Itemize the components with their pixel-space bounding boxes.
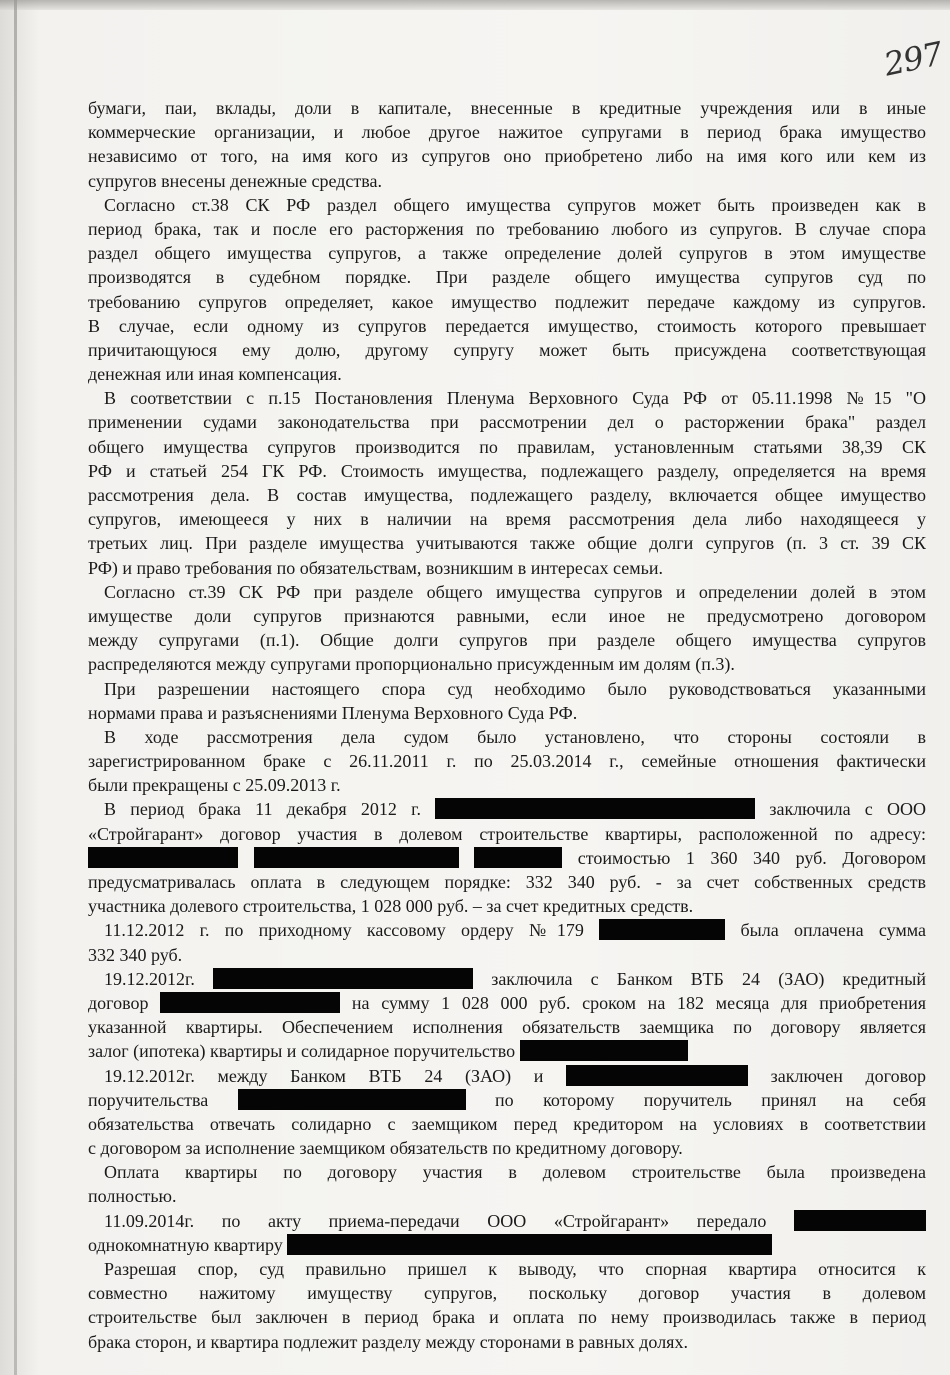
text-line: третьих лиц. При разделе имущества учитываются также общие долги супругов (п. 3 ст. 39 СК <box>88 533 926 554</box>
text-line: с договором за исполнение заемщиком обязательств по кредитному договору. <box>88 1138 683 1159</box>
text-line: участника долевого строительства, 1 028 000 руб. – за счет кредитных средств. <box>88 896 694 917</box>
text-line: 19.12.2012г. заключила с Банком ВТБ 24 (ЗАО) кредитный <box>104 968 926 989</box>
text-line: обязательства отвечать солидарно с заемщиком перед кредитором на условиях в соответствии <box>88 1113 926 1134</box>
text-line: Разрешая спор, суд правильно пришел к выводу, что спорная квартира относится к <box>104 1259 926 1279</box>
text-line: однокомнатную квартиру <box>88 1233 926 1257</box>
paragraph-contract <box>88 797 926 918</box>
text-line: брака сторон, и квартира подлежит разделу между сторонами в равных долях. <box>88 1331 688 1352</box>
text-line: независимо от того, на имя кого из супругов оно приобретено либо на имя кого или кем из <box>88 146 926 167</box>
text-line: общего имущества супругов производится по правилам, установленным статьями 38,39 СК <box>88 436 926 457</box>
paragraph <box>88 580 926 677</box>
paragraph-guarantee <box>88 1064 926 1161</box>
text-line: В случае, если одному из супругов передается имущество, стоимость которого превышает <box>88 315 926 336</box>
text-line: При разрешении настоящего спора суд необходимо было руководствоваться указанными <box>104 678 926 699</box>
text-line: 11.12.2012 г. по приходному кассовому ордеру №179 была оплачена сумма <box>104 920 926 941</box>
text-line: полностью. <box>88 1186 177 1207</box>
text-line: 11.09.2014г. по акту приема-передачи ООО «Стройгарант» передало <box>88 1209 926 1233</box>
text-line: причитающуюся ему долю, другому супругу может быть присуждена соответствующая <box>88 339 926 360</box>
page-number: 297 <box>880 34 946 84</box>
text-line: Согласно ст.38 СК РФ раздел общего имущества супругов может быть произведен как в <box>104 194 926 215</box>
text-line: указанной квартиры. Обеспечением исполнения обязательств заемщика по договору является <box>88 1017 926 1038</box>
text-line: производятся в судебном порядке. При разделе общего имущества супругов суд по <box>88 267 926 288</box>
text-line: супругов, имеющееся у них в наличии на время рассмотрения дела либо находящееся у <box>88 509 926 530</box>
text-line: денежная или иная компенсация. <box>88 364 342 385</box>
redaction-bar <box>88 847 238 868</box>
text-line: коммерческие организации, и любое другое нажитое супругами в период брака имущество <box>88 122 926 143</box>
text-line: распределяются между супругами пропорционально присужденным им долям (п.3). <box>88 654 735 675</box>
paragraph <box>88 725 926 798</box>
text-line: Согласно ст.39 СК РФ при разделе общего имущества супругов и определении долей в этом <box>104 581 926 602</box>
redaction-bar <box>160 992 340 1013</box>
text-line: нормами права и разъяснениями Пленума Верховного Суда РФ. <box>88 702 578 723</box>
text-line: В соответствии с п.15 Постановления Пленума Верховного Суда РФ от 05.11.1998 №15 "О <box>104 388 926 409</box>
paragraph-credit <box>88 967 926 1064</box>
text-line: строительстве был заключен в период брака и оплата по нему производилась также в период <box>88 1307 926 1328</box>
text-line: «Стройгарант» договор участия в долевом строительстве квартиры, расположенной по адресу: <box>88 823 926 844</box>
text-line: раздел общего имущества супругов, а также определение долей супругов в этом имуществе <box>88 243 926 264</box>
text-line: РФ и статьей 254 ГК РФ. Стоимость имущества, подлежащего разделу, определяется на время <box>88 460 926 481</box>
text-line: между супругами (п.1). Общие долги супругов при разделе общего имущества супругов <box>88 630 926 651</box>
redaction-bar <box>287 1234 772 1255</box>
text-line: стоимостью 1 360 340 руб. Договором <box>88 846 926 870</box>
text-line: В период брака 11 декабря 2012 г. заключила с ООО <box>104 799 926 820</box>
paragraph <box>88 677 926 725</box>
redaction-bar <box>238 1089 466 1110</box>
text-line: 332 340 руб. <box>88 944 183 965</box>
redaction-bar <box>213 968 473 989</box>
text-line: РФ) и право требования по обязательствам, возникшим в интересах семьи. <box>88 557 663 578</box>
text-line: залог (ипотека) квартиры и солидарное поручительство <box>88 1039 926 1063</box>
paragraph-payment <box>88 918 926 966</box>
text-line: требованию супругов определяет, какое имущество подлежит передаче каждому из супругов. <box>88 291 926 312</box>
text-line: супругов внесены денежные средства. <box>88 170 383 191</box>
text-line: 19.12.2012г. между Банком ВТБ 24 (ЗАО) и заключен договор <box>104 1065 926 1086</box>
binding-fold <box>14 0 17 1375</box>
text-line: Оплата квартиры по договору участия в долевом строительстве была произведена <box>104 1162 926 1183</box>
paragraph-transfer <box>88 1209 926 1257</box>
redaction-bar <box>599 919 725 940</box>
text-line: договор на сумму 1 028 000 руб. сроком на 182 месяца для приобретения <box>88 992 926 1013</box>
text-line: применении судами законодательства при рассмотрении дел о расторжении брака" раздел <box>88 412 926 433</box>
text-line: бумаги, паи, вклады, доли в капитале, внесенные в кредитные учреждения или в иные <box>88 98 926 118</box>
redaction-bar <box>254 847 459 868</box>
text-line: рассмотрения дела. В состав имущества, подлежащего разделу, включается общее имущество <box>88 485 926 505</box>
text-line: поручительства по которому поручитель принял на себя <box>88 1089 926 1110</box>
paragraph-group <box>88 96 926 797</box>
paragraph <box>88 96 926 193</box>
text-line: совместно нажитому имуществу супругов, поскольку договор участия в долевом <box>88 1283 926 1304</box>
redaction-bar <box>435 798 755 819</box>
document-body <box>88 96 926 1354</box>
redaction-bar <box>520 1040 688 1061</box>
text-line: предусматривалась оплата в следующем порядке: 332 340 руб. - за счет собственных средств <box>88 872 926 892</box>
paragraph-conclusion <box>88 1257 926 1354</box>
text-line: зарегистрированном браке с 26.11.2011 г. по 25.03.2014 г., семейные отношения фактически <box>88 751 926 772</box>
redaction-bar <box>474 847 562 868</box>
text-line: период брака, так и после его расторжения по требованию любого из супругов. В случае спора <box>88 218 926 239</box>
paragraph-full-payment <box>88 1160 926 1208</box>
text-line: В ходе рассмотрения дела судом было установлено, что стороны состояли в <box>104 726 926 747</box>
scan-top-edge <box>0 0 950 10</box>
paragraph <box>88 193 926 387</box>
text-line: имуществе доли супругов признаются равными, если иное не предусмотрено договором <box>88 605 926 626</box>
redaction-bar <box>566 1065 748 1086</box>
text-line: были прекращены с 25.09.2013 г. <box>88 775 341 796</box>
paragraph <box>88 386 926 580</box>
redaction-bar <box>794 1210 926 1231</box>
